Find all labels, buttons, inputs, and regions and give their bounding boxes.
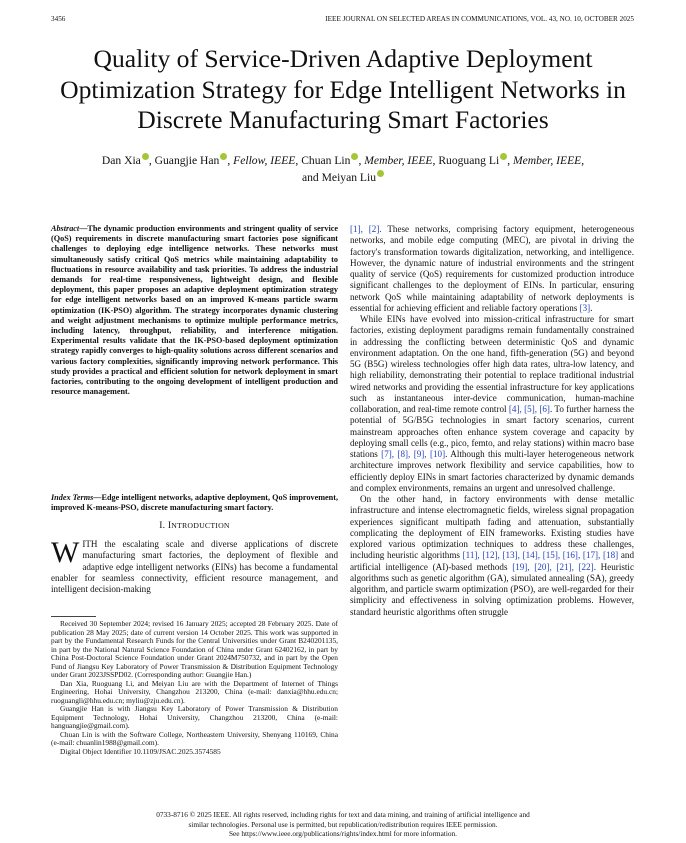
author-affiliation: Fellow, IEEE	[233, 153, 296, 167]
author-name: Chuan Lin	[301, 153, 351, 167]
lead-word: ITH	[82, 539, 98, 549]
footnote: Digital Object Identifier 10.1109/JSAC.2025.3574585	[60, 746, 221, 756]
citation-link[interactable]: [19], [20], [21], [22]	[512, 561, 594, 572]
citation-link[interactable]: [11], [12], [13], [14], [15], [16], [17], [18]	[462, 550, 619, 561]
orcid-icon[interactable]	[500, 153, 507, 160]
abstract-text: —The dynamic production environments and stringent quality of service (QoS) requirements in discrete manufacturing smart factories pose significant challenges to deploying edge intelligence networks. These networks must simultaneously satisfy critical QoS metrics while maintaining adaptability to fluctuations in resource availability and task priorities. To address the industrial demands for real-time responsiveness, lightweight design, and flexible deployment, this paper proposes an adaptive deployment optimization strategy for edge intelligent networks based on an improved K-means particle swarm optimization (IK-PSO) algorithm. The strategy incorporates dynamic clustering and weight adjustment mechanisms to optimize multiple performance metrics, including latency, throughput, reliability, and interference mitigation. Experimental results validate that the IK-PSO-based deployment optimization strategy rapidly converges to high-quality solutions across different scenarios and various factory complexities, significantly improving network performance. This study provides a practical and efficient solution for network deployment in smart factories, contributing to the ongoing development of intelligent production and resource management.	[51, 224, 338, 397]
author-affiliation: Member, IEEE	[512, 153, 582, 167]
author-affiliation: Member, IEEE	[364, 153, 433, 167]
abstract	[51, 224, 338, 397]
footnote: Guangjie Han is with Jiangsu Key Laboratory of Power Transmission & Distribution Equipment Technology, Hohai University, Changzhou 213200, China (e-mail: hanguangjie@gmail.com).	[51, 704, 338, 730]
index-terms-label: Index Terms	[51, 493, 94, 502]
footer-line: See https://www.ieee.org/publications/rights/index.html for more information.	[229, 829, 457, 838]
author-conjunction: and	[301, 170, 322, 184]
citation-link[interactable]: [1], [2].	[350, 224, 382, 234]
orcid-icon[interactable]	[142, 153, 149, 160]
intro-text: the escalating scale and diverse applications of discrete manufacturing smart factories, the deployment of flexible and adaptive edge intelligent networks (EINs) has become a fundamental enabler for seamless connectivity, efficient resource management, and intelligent decision-making	[51, 539, 338, 594]
footnote: Received 30 September 2024; revised 16 January 2025; accepted 28 February 2025. Date of publication 28 May 2025; date of current version 14 October 2025. This work was supported in part by the Fundamental Research Funds for the Central Universities under Grant B240201135, in part by the National Natural Science Foundation of China under Grant 62402162, in part by China Post-Doctoral Science Foundation under Grant 2024M750732, and in part by the Open Fund of Jiangsu Key Laboratory of Power Transmission & Distribution Equipment Technology under Grant 2023JSSPD02. (Corresponding author: Guangjie Han.)	[51, 619, 338, 679]
citation-link[interactable]: [7], [8], [9], [10]	[381, 449, 446, 459]
paper-title: Quality of Service-Driven Adaptive Deployment Optimization Strategy for Edge Intelligent Networks in Discrete Manufacturing Smart Factories	[60, 44, 626, 134]
body-paragraph: On the other hand, in factory environments with dense metallic infrastructure and intense electromagnetic fields, wireless signal propagation experiences significant multipath fading and attenuation, substantially complicating the deployment of EIN frameworks. Existing studies have explored various optimization techniques to address these challenges, including heuristic algorithms [11], [12], [13], [14], [15], [16], [17], [18] and artificial intelligence (AI)-based methods [19], [20], [21], [22]. Heuristic algorithms such as genetic algorithm (GA), simulated annealing (SA), greedy algorithm, and particle swarm optimization (PSO), are well-regarded for their simplicity and effectiveness in solving optimization problems. However, standard heuristic algorithms often struggle	[350, 494, 634, 617]
body-paragraph: While EINs have evolved into mission-critical infrastructure for smart factories, existing deployment paradigms remain fundamentally constrained in addressing the conflicting between deterministic QoS and dynamic environment adaptation. On the one hand, fifth-generation (5G) and beyond 5G (B5G) wireless technologies offer high data rates, ultra-low latency, and high reliability, demonstrating their potential to replace traditional industrial wired networks and providing the essential infrastructure for key applications such as instantaneous inter-device communication, human-machine collaboration, and real-time remote control [4], [5], [6]. To further harness the potential of 5G/B5G technologies in smart factory scenarios, current mainstream approaches often enhance system coverage and capacity by deploying small cells (e.g., pico, femto, and relay stations) within macro base stations [7], [8], [9], [10]. Although this multi-layer heterogeneous network architecture improves network flexibility and service capabilities, how to efficiently deploy EINs in smart factories characterized by dynamic demands and complex environments, remains an urgent and unresolved challenge.	[350, 314, 635, 493]
orcid-icon[interactable]	[377, 170, 384, 177]
abstract-label: Abstract	[51, 224, 80, 233]
footer-line: similar technologies. Personal use is permitted, but republication/redistribution requires IEEE permission.	[188, 819, 498, 829]
drop-cap: W	[51, 536, 80, 569]
author-list: Dan Xia , Guangjie Han , Fellow, IEEE, Chuan Lin , Member, IEEE, Ruoguang Li , Member, IEEE, and Meiyan Liu	[101, 153, 585, 184]
citation-link[interactable]: [3]	[579, 302, 591, 313]
page-number: 3456	[51, 15, 66, 23]
right-column	[350, 224, 634, 618]
orcid-icon[interactable]	[351, 153, 358, 160]
footnotes	[51, 620, 338, 756]
author-name: Ruoguang Li	[438, 153, 500, 167]
body-paragraph: [1], [2]. These networks, comprising factory equipment, heterogeneous networks, and mobile edge computing (MEC), are pivotal in driving the factory's transformation towards digitalization, networking, and intelligence. However, the dynamic nature of industrial environments and the stringent quality of service (QoS) requirements for customized production introduce significant challenges to the deployment of EINs. In particular, ensuring network QoS while maintaining adaptability of network deployments is essential for achieving efficient and reliable factory operations [3].	[350, 224, 634, 313]
index-terms	[51, 493, 338, 513]
copyright-footer	[60, 810, 626, 839]
footer-line: 0733-8716 © 2025 IEEE. All rights reserved, including rights for text and data mining, and training of artificial intelligence and	[156, 810, 530, 819]
running-header	[51, 15, 634, 25]
author-name: Dan Xia	[101, 153, 141, 167]
footnote: Dan Xia, Ruoguang Li, and Meiyan Liu are with the Department of Internet of Things Engineering, Hohai University, Changzhou 213200, China (e-mail: danxia@hhu.edu.cn; ruoguangli@hhu.edu.cn; myliu@zju.edu.cn).	[51, 678, 338, 705]
footnote-rule	[51, 616, 96, 617]
section-heading: I. INTRODUCTION	[159, 520, 230, 531]
author-name: Meiyan Liu	[321, 170, 377, 184]
intro-paragraph	[51, 536, 338, 595]
index-terms-text: —Edge intelligent networks, adaptive deployment, QoS improvement, improved K-means-PSO, discrete manufacturing smart factory.	[51, 493, 338, 513]
orcid-icon[interactable]	[220, 153, 227, 160]
journal-header: IEEE JOURNAL ON SELECTED AREAS IN COMMUNICATIONS, VOL. 43, NO. 10, OCTOBER 2025	[325, 15, 634, 23]
footnote: Chuan Lin is with the Software College, Northeastern University, Shenyang 110169, China (e-mail: chuanlin1988@gmail.com).	[51, 729, 338, 747]
citation-link[interactable]: [4], [5], [6]	[508, 404, 550, 414]
author-name: Guangjie Han	[154, 153, 220, 167]
